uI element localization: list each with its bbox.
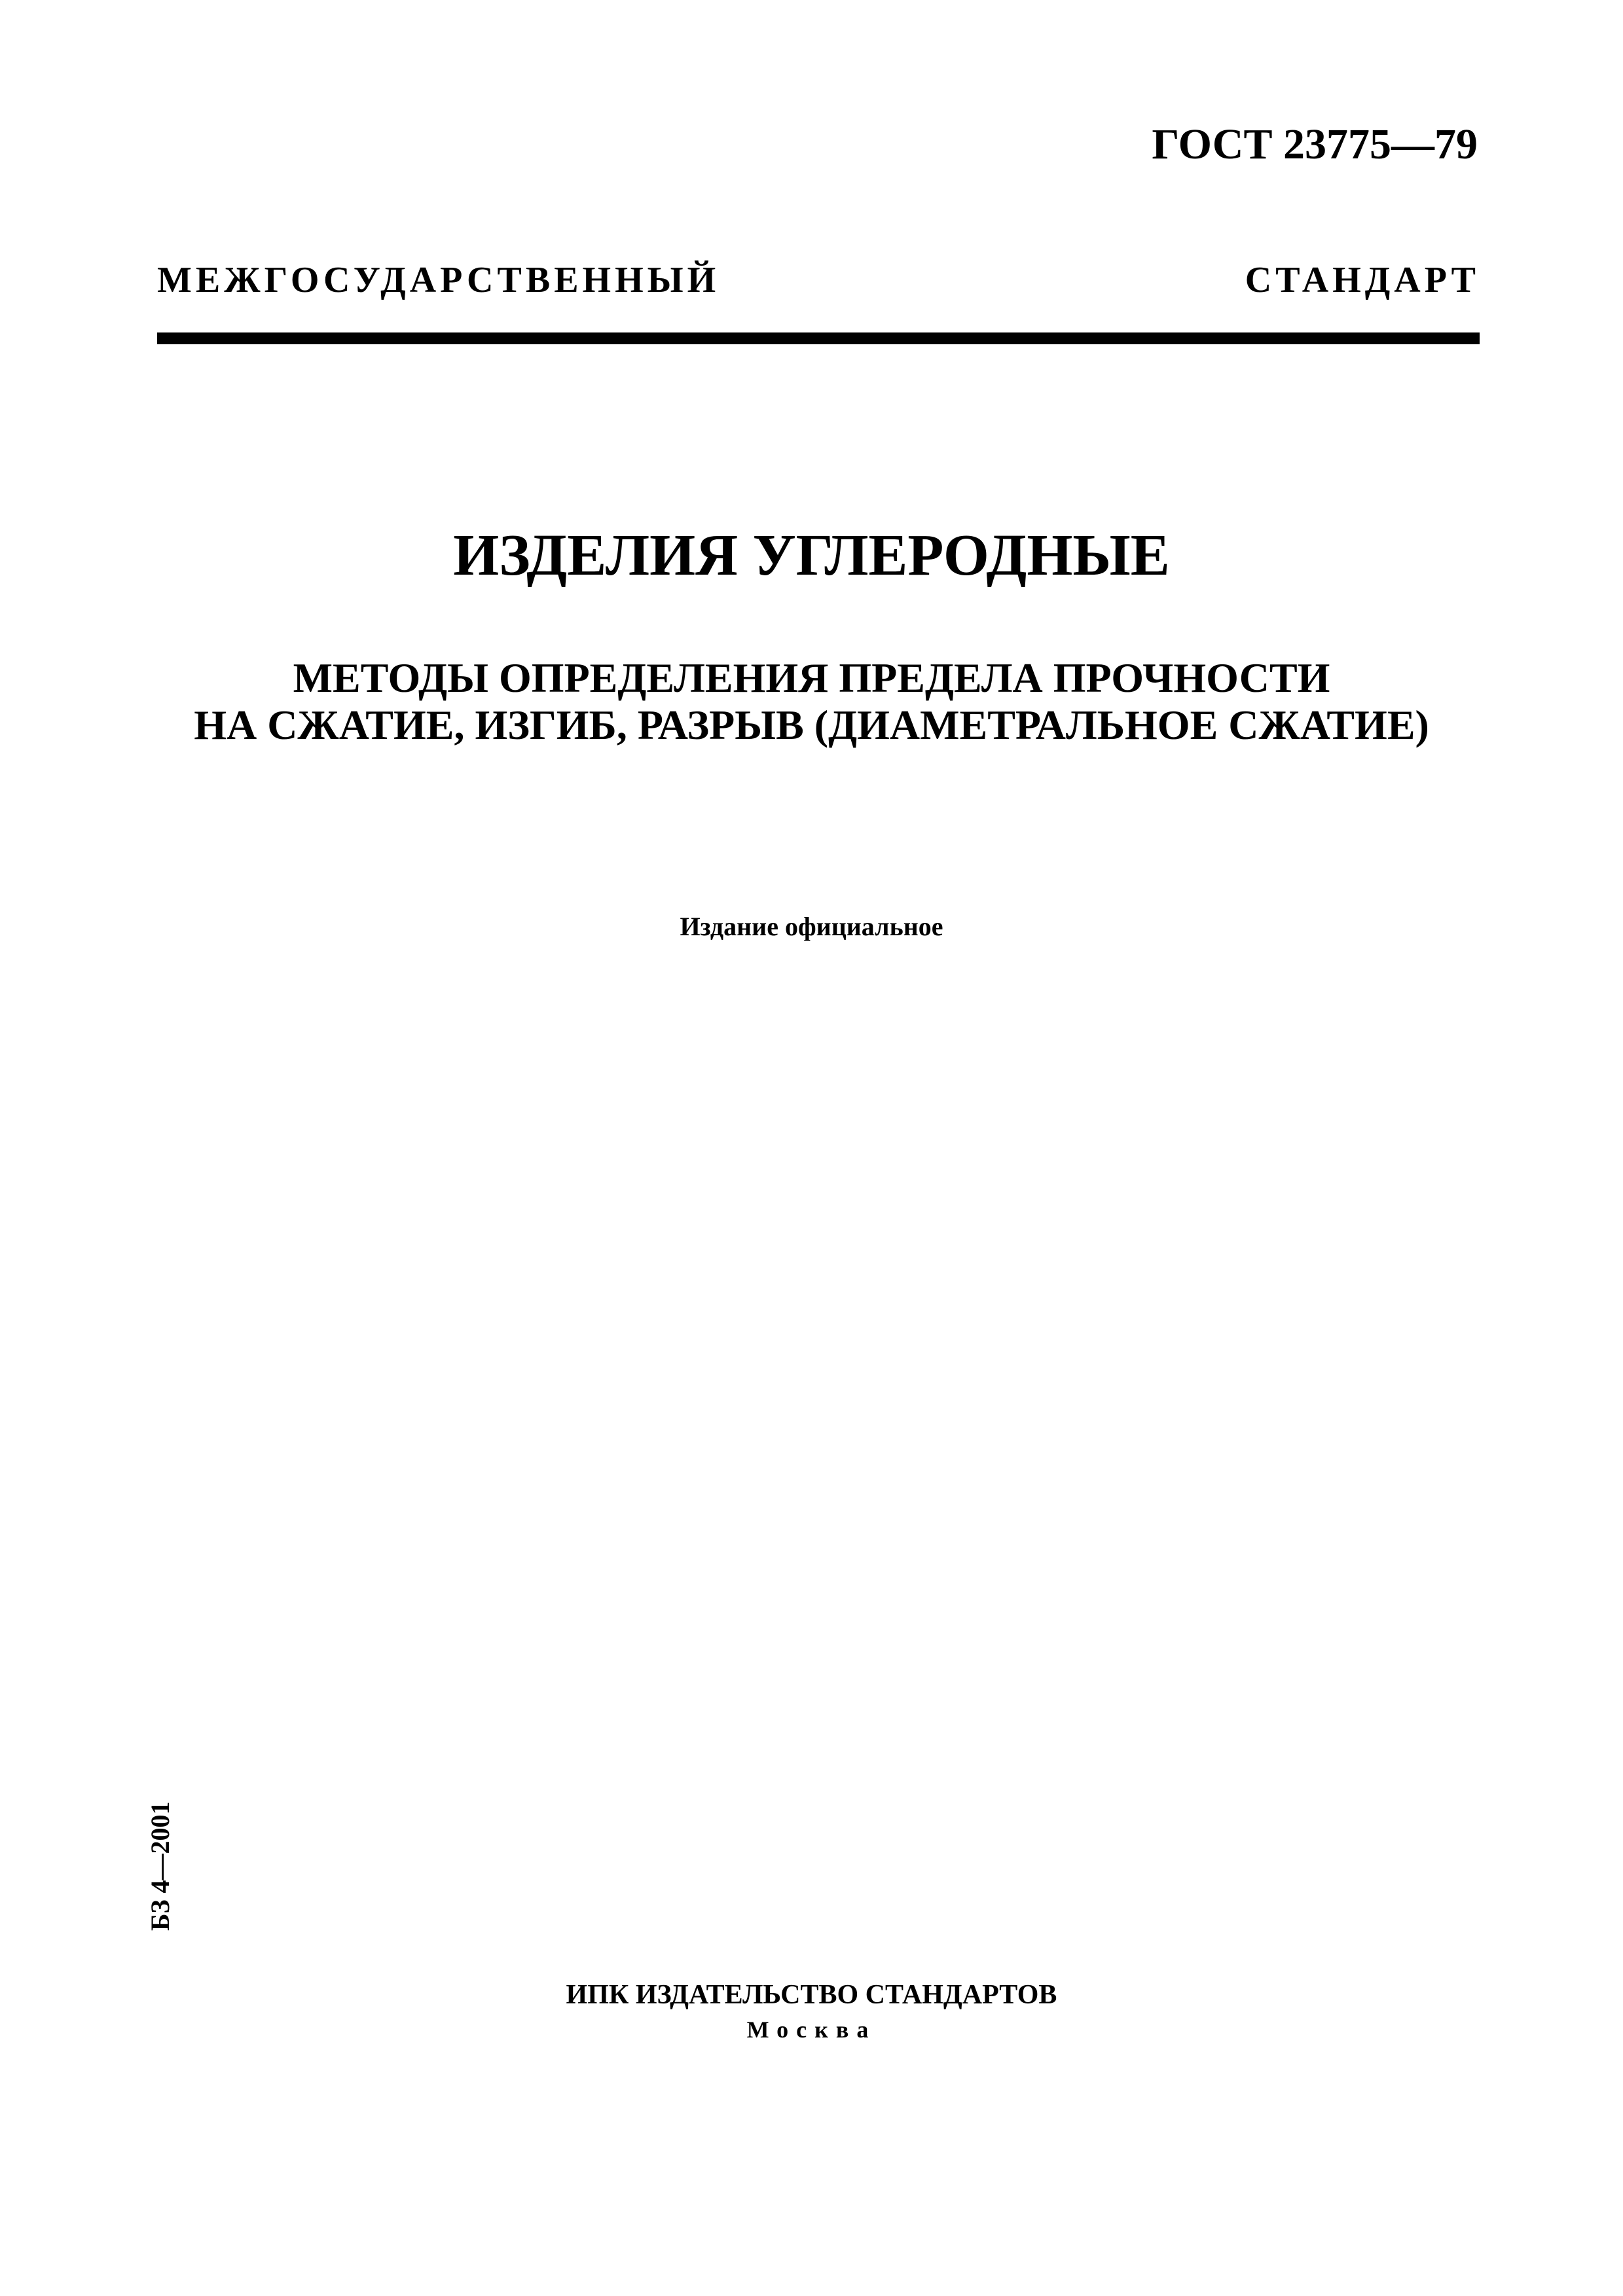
- edition-label: Издание официальное: [680, 912, 943, 941]
- publisher-city: Москва: [746, 2017, 877, 2043]
- subtitle-line: МЕТОДЫ ОПРЕДЕЛЕНИЯ ПРЕДЕЛА ПРОЧНОСТИ: [293, 655, 1330, 701]
- publisher-name: ИПК ИЗДАТЕЛЬСТВО СТАНДАРТОВ: [566, 1980, 1057, 2010]
- header-rule: [157, 332, 1480, 344]
- subtitle-line: НА СЖАТИЕ, ИЗГИБ, РАЗРЫВ (ДИАМЕТРАЛЬНОЕ СЖАТИЕ): [194, 701, 1429, 748]
- standard-type: [157, 262, 1480, 298]
- document-number: ГОСТ 23775—79: [1152, 120, 1478, 168]
- side-code: БЗ 4—2001: [145, 1801, 175, 1931]
- standard-type-text: МЕЖГОСУДАРСТВЕННЫЙ СТАНДАРТ: [157, 260, 1480, 300]
- document-title: ИЗДЕЛИЯ УГЛЕРОДНЫЕ: [453, 523, 1170, 588]
- document-subtitle: [0, 655, 1623, 748]
